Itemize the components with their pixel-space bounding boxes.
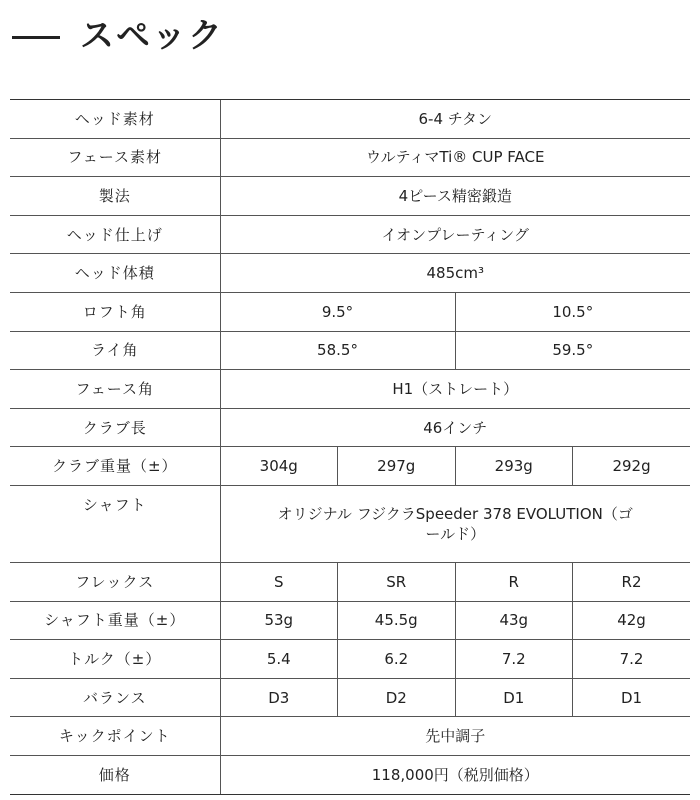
spec-value: 7.2 [455, 640, 573, 679]
spec-label: ヘッド素材 [10, 100, 220, 139]
spec-value: イオンプレーティング [220, 215, 690, 254]
spec-label: フェース角 [10, 370, 220, 409]
spec-row [10, 717, 690, 756]
spec-table [10, 99, 690, 795]
spec-value: H1（ストレート） [220, 370, 690, 409]
spec-row [10, 138, 690, 177]
spec-value: 10.5° [455, 292, 690, 331]
spec-value: 59.5° [455, 331, 690, 370]
spec-value: 304g [220, 447, 338, 486]
spec-value: 118,000円（税別価格） [220, 755, 690, 794]
spec-value: 292g [573, 447, 691, 486]
spec-row [10, 640, 690, 679]
spec-value: 9.5° [220, 292, 455, 331]
spec-value: 7.2 [573, 640, 691, 679]
spec-value: 58.5° [220, 331, 455, 370]
spec-row [10, 485, 690, 562]
spec-value: 45.5g [338, 601, 456, 640]
spec-value: 先中調子 [220, 717, 690, 756]
spec-label: シャフト [10, 485, 220, 562]
spec-label: ロフト角 [10, 292, 220, 331]
spec-value: D1 [455, 678, 573, 717]
spec-row [10, 408, 690, 447]
spec-row [10, 370, 690, 409]
section-title: スペック [80, 15, 224, 56]
spec-value: D1 [573, 678, 691, 717]
spec-label: シャフト重量（±） [10, 601, 220, 640]
spec-value: 297g [338, 447, 456, 486]
spec-value: 43g [455, 601, 573, 640]
spec-label: 価格 [10, 755, 220, 794]
spec-value: 5.4 [220, 640, 338, 679]
spec-value: SR [338, 562, 456, 601]
spec-label: ヘッド体積 [10, 254, 220, 293]
spec-label: バランス [10, 678, 220, 717]
spec-label: トルク（±） [10, 640, 220, 679]
heading-rule [12, 36, 60, 39]
spec-label: キックポイント [10, 717, 220, 756]
spec-value: 4ピース精密鍛造 [220, 177, 690, 216]
spec-row [10, 100, 690, 139]
spec-row [10, 215, 690, 254]
spec-row [10, 678, 690, 717]
spec-label: 製法 [10, 177, 220, 216]
spec-row [10, 447, 690, 486]
spec-row [10, 331, 690, 370]
spec-label: クラブ長 [10, 408, 220, 447]
spec-row [10, 292, 690, 331]
spec-value: 293g [455, 447, 573, 486]
spec-value: D3 [220, 678, 338, 717]
spec-value: オリジナル フジクラSpeeder 378 EVOLUTION（ゴールド） [220, 485, 690, 562]
spec-value: 485cm³ [220, 254, 690, 293]
spec-row [10, 562, 690, 601]
spec-value: ウルティマTi® CUP FACE [220, 138, 690, 177]
spec-value: 42g [573, 601, 691, 640]
spec-label: クラブ重量（±） [10, 447, 220, 486]
spec-label: ヘッド仕上げ [10, 215, 220, 254]
spec-row [10, 755, 690, 794]
spec-value: R2 [573, 562, 691, 601]
spec-label: ライ角 [10, 331, 220, 370]
spec-label: フェース素材 [10, 138, 220, 177]
spec-value: S [220, 562, 338, 601]
spec-value: 53g [220, 601, 338, 640]
spec-label: フレックス [10, 562, 220, 601]
spec-value: 6-4 チタン [220, 100, 690, 139]
spec-row [10, 177, 690, 216]
spec-row [10, 601, 690, 640]
spec-value: D2 [338, 678, 456, 717]
spec-row [10, 254, 690, 293]
spec-value: 46インチ [220, 408, 690, 447]
spec-value: 6.2 [338, 640, 456, 679]
section-heading [12, 10, 224, 54]
spec-value: R [455, 562, 573, 601]
